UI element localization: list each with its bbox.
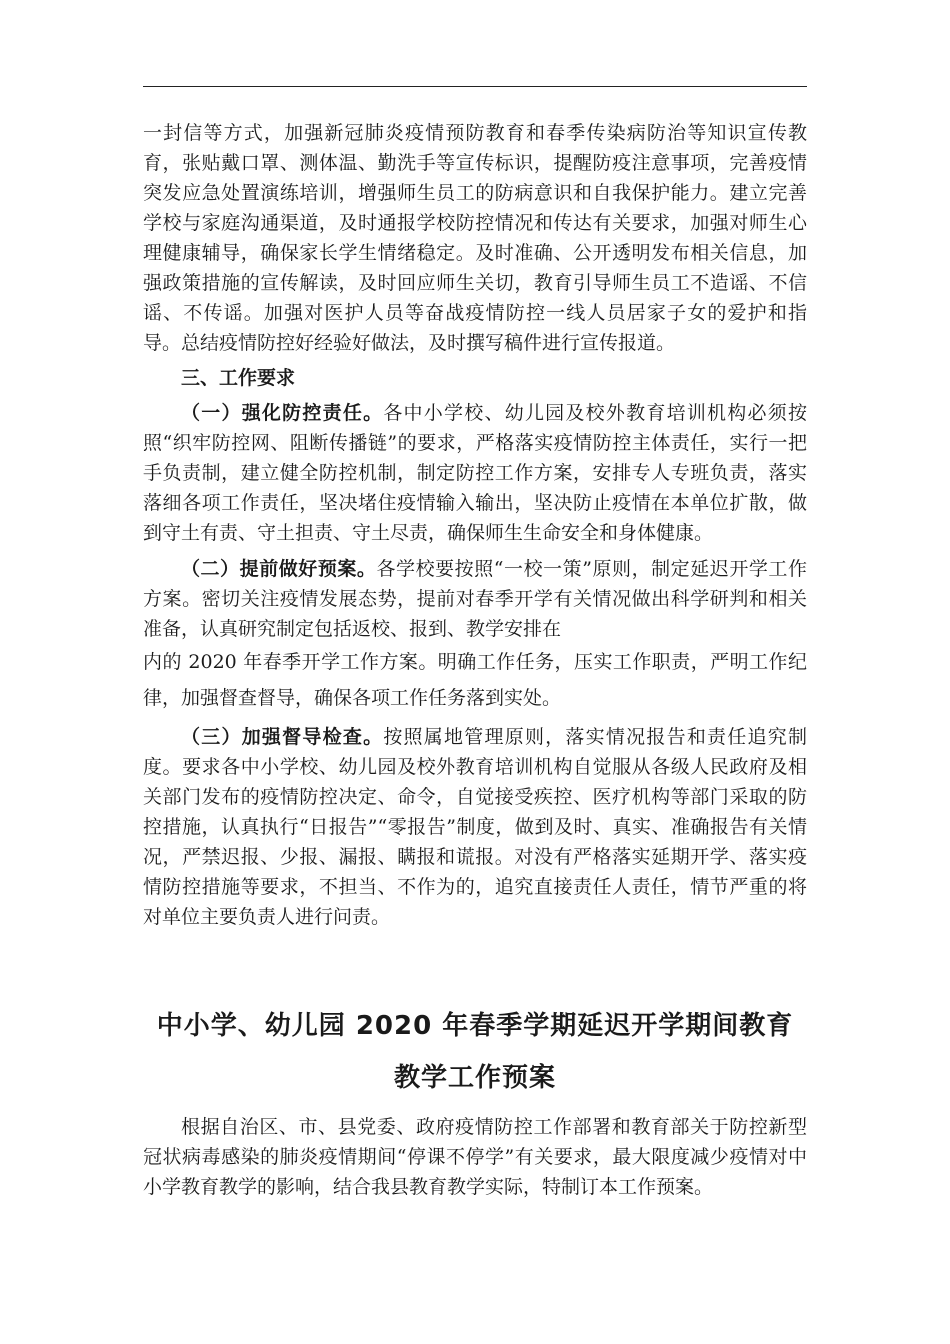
requirement-item-3-lead: （三）加强督导检查。 bbox=[181, 726, 384, 748]
requirement-item-2-continued: 内的 2020 年春季开学工作方案。明确工作任务，压实工作职责，严明工作纪律，加强督查督导，确保各项工作任务落到实处。 bbox=[143, 651, 807, 709]
section-heading: 三、工作要求 bbox=[181, 367, 296, 389]
requirement-item-3 bbox=[143, 722, 807, 932]
requirement-item-2 bbox=[143, 554, 807, 644]
requirement-item-2-lead: （二）提前做好预案。 bbox=[181, 558, 377, 580]
requirement-item-1-lead: （一）强化防控责任。 bbox=[181, 402, 384, 424]
requirement-item-3-body: 按照属地管理原则，落实情况报告和责任追究制度。要求各中小学校、幼儿园及校外教育培训机构自觉服从各级人民政府及相关部门发布的疫情防控决定、命令，自觉接受疾控、医疗机构等部门采取的防控措施，认真执行“日报告”“零报告”制度，做到及时、真实、准确报告有关情况，严禁迟报、少报、漏报、瞒报和谎报。对没有严格落实延期开学、落实疫情防控措施等要求，不担当、不作为的，追究直接责任人责任，情节严重的将对单位主要负责人进行问责。 bbox=[143, 726, 807, 928]
requirement-item-2-body-a: 各学校要按照“一校一策”原则，制定延迟开学工作方案。密切关注疫情发展态势，提前对春季开学有关情况做出科学研判和相关准备，认真研究制定包括返校、报到、教学安排在 bbox=[143, 558, 807, 640]
header-rule bbox=[143, 86, 807, 87]
document-title-line-2: 教学工作预案 bbox=[393, 1063, 556, 1093]
requirement-item-1 bbox=[143, 398, 807, 548]
document-title-line-1: 中小学、幼儿园 2020 年春季学期延迟开学期间教育 bbox=[156, 1011, 794, 1041]
intro-paragraph: 根据自治区、市、县党委、政府疫情防控工作部署和教育部关于防控新型冠状病毒感染的肺炎疫情期间“停课不停学”有关要求，最大限度减少疫情对中小学教育教学的影响，结合我县教育教学实际，特制订本工作预案。 bbox=[143, 1116, 807, 1198]
continued-paragraph: 一封信等方式，加强新冠肺炎疫情预防教育和春季传染病防治等知识宣传教育，张贴戴口罩、测体温、勤洗手等宣传标识，提醒防疫注意事项，完善疫情突发应急处置演练培训，增强师生员工的防病意识和自我保护能力。建立完善学校与家庭沟通渠道，及时通报学校防控情况和传达有关要求，加强对师生心理健康辅导，确保家长学生情绪稳定。及时准确、公开透明发布相关信息，加强政策措施的宣传解读，及时回应师生关切，教育引导师生员工不造谣、不信谣、不传谣。加强对医护人员等奋战疫情防控一线人员居家子女的爱护和指导。总结疫情防控好经验好做法，及时撰写稿件进行宣传报道。 bbox=[143, 122, 807, 354]
requirement-item-1-body: 各中小学校、幼儿园及校外教育培训机构必须按照“织牢防控网、阻断传播链”的要求，严格落实疫情防控主体责任，实行一把手负责制，建立健全防控机制，制定防控工作方案，安排专人专班负责，落实落细各项工作责任，坚决堵住疫情输入输出，坚决防止疫情在本单位扩散，做到守土有责、守土担责、守土尽责，确保师生生命安全和身体健康。 bbox=[143, 402, 807, 544]
document-body bbox=[143, 118, 807, 1202]
